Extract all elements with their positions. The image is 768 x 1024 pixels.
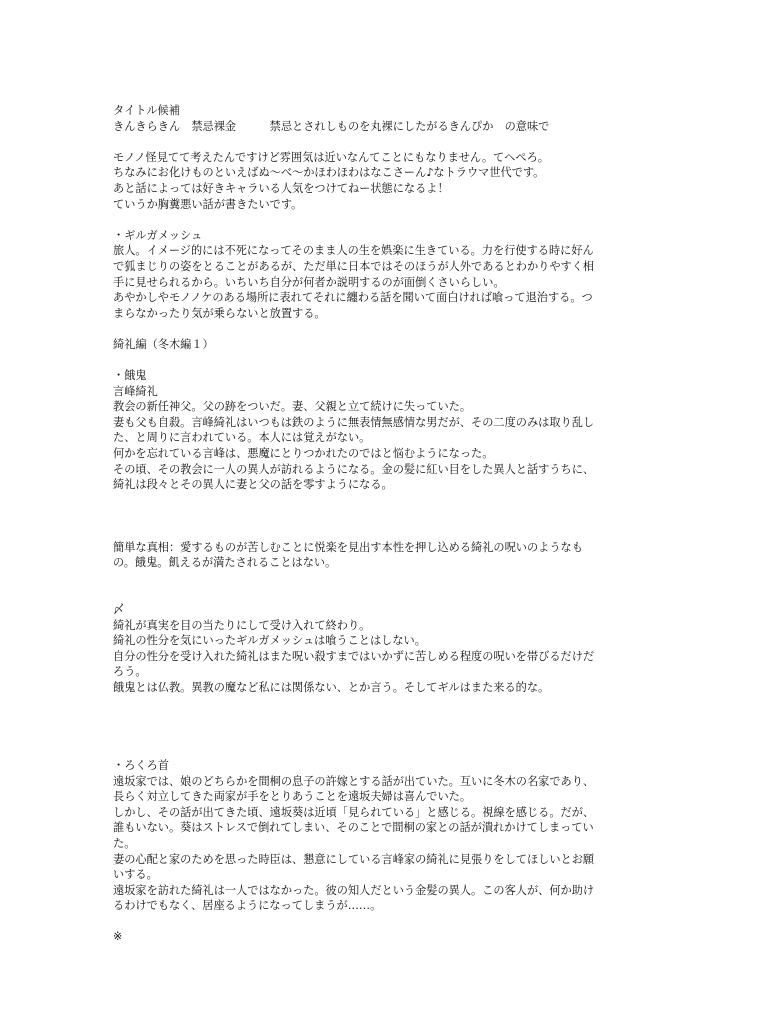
text-line: ちなみにお化けものといえばぬ〜べ〜かほわほわはなこさーん♪なトラウマ世代です。: [113, 166, 545, 180]
text-line: その頃、その教会に一人の異人が訪れるようになる。金の髪に紅い目をした異人と話すうちに、: [113, 462, 595, 476]
text-line: ・ろくろ首: [113, 758, 169, 772]
text-line: 誰もいない。葵はストレスで倒れてしまい、そのことで間桐の家との話が潰れかけてしまってい: [113, 821, 594, 835]
blank-line: [113, 493, 658, 509]
text-line: ・ギルガメッシュ: [113, 228, 203, 242]
text-line: きんきらきん 禁忌裸金 禁忌とされしものを丸裸にしたがるきんぴか の意味で: [113, 119, 550, 133]
blank-line: [113, 711, 658, 727]
text-line: モノノ怪見てて考えたんですけど雰囲気は近いなんてことにもなりません。てへぺろ。: [113, 150, 549, 164]
text-line: しかし、その話が出てきた頃、遠坂葵は近頃「見られている」と感じる。視線を感じる。だが、: [113, 805, 595, 819]
text-line: 言峰綺礼: [113, 384, 158, 398]
blank-line: [113, 524, 658, 540]
text-line: 綺礼の性分を気にいったギルガメッシュは喰うことはしない。: [113, 634, 426, 648]
blank-line: [113, 353, 658, 369]
text-line: ていうか胸糞悪い話が書きたいです。: [113, 197, 303, 211]
text-line: 何かを忘れている言峰は、悪魔にとりつかれたのではと悩むようになった。: [113, 447, 494, 461]
blank-line: [113, 212, 658, 228]
blank-line: [113, 508, 658, 524]
text-line: まらなかったり気が乗らないと放置する。: [113, 306, 326, 320]
text-line: タイトル候補: [113, 104, 180, 117]
text-line: 長らく対立してきた両家が手をとりあうことを遠坂夫婦は喜んでいた。: [113, 790, 472, 804]
text-line: いする。: [113, 868, 158, 882]
blank-line: [113, 571, 658, 587]
blank-line: [113, 696, 658, 712]
text-line: 妻の心配と家のためを思った時臣は、懇意にしている言峰家の綺礼に見張りをしてほしいとお願: [113, 852, 595, 866]
blank-line: [113, 134, 658, 150]
text-line: 簡単な真相：愛するものが苦しむことに悦楽を見出す本性を押し込める綺礼の呪いのようなも: [113, 540, 583, 554]
text-line: の。餓鬼。飢えるが満たされることはない。: [113, 556, 337, 570]
text-line: ・餓鬼: [113, 369, 147, 383]
text-line: た。: [113, 836, 136, 850]
text-line: 遠坂家では、娘のどちらかを間桐の息子の許嫁とする話が出ていた。互いに冬木の名家であり、: [113, 774, 595, 788]
blank-line: [113, 914, 658, 930]
text-line: あやかしやモノノケのある場所に表れてそれに纏わる話を聞いて面白ければ喰って退治する。つ: [113, 291, 593, 305]
text-line: 妻も父も自殺。言峰綺礼はいつもは鉄のように無表情無感情な男だが、その二度のみは取り乱し: [113, 415, 595, 429]
text-line: 遠坂家を訪れた綺礼は一人ではなかった。彼の知人だという金髪の異人。この客人が、何か助け: [113, 883, 595, 897]
text-line: 旅人。イメージ的には不死になってそのまま人の生を娯楽に生きている。力を行使する時に好ん: [113, 244, 594, 258]
blank-line: [113, 742, 658, 758]
blank-line: [113, 321, 658, 337]
text-line: 手に見せられるから。いちいち自分が何者か説明するのが面倒くさいらしい。: [113, 275, 505, 289]
blank-line: [113, 586, 658, 602]
text-line: 綺礼編（冬木編１）: [113, 337, 214, 351]
text-line: 綺礼が真実を目の当たりにして受け入れて終わり。: [113, 618, 371, 632]
blank-line: [113, 727, 658, 743]
text-line: ろう。: [113, 665, 147, 679]
text-line: あと話によっては好きキャラいる人気をつけてねー状態になるよ！: [113, 181, 449, 195]
text-line: ※: [113, 930, 123, 944]
document-body: [113, 103, 658, 945]
text-line: 教会の新任神父。父の跡をついだ。妻、父親と立て続けに失っていた。: [113, 400, 472, 414]
text-line: で狐まじりの姿をとることがあるが、ただ単に日本ではそのほうが人外であるとわかりやすく相: [113, 259, 595, 273]
text-line: た、と周りに言われている。本人には覚えがない。: [113, 431, 371, 445]
text-line: 餓鬼とは仏教。異教の魔など私には関係ない、とか言う。そしてギルはまた来る的な。: [113, 680, 550, 694]
text-line: 〆: [113, 603, 125, 616]
text-line: るわけでもなく、居座るようになってしまうが……。: [113, 899, 382, 913]
text-line: 自分の性分を受け入れた綺礼はまた呪い殺すまではいかずに苦しめる程度の呪いを帯びるだけだ: [113, 649, 595, 663]
text-line: 綺礼は段々とその異人に妻と父の話を零すようになる。: [113, 478, 393, 492]
